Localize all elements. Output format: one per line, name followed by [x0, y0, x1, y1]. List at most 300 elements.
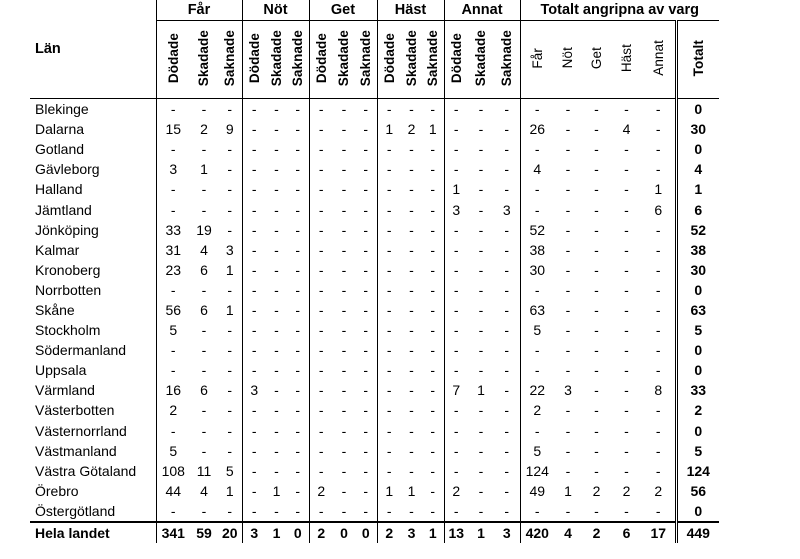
table-cell: -	[341, 342, 347, 359]
subheader-not-skadade	[266, 21, 287, 99]
table-cell: -	[624, 342, 629, 359]
table-cell: -	[363, 101, 369, 118]
table-cell: -	[309, 199, 333, 219]
table-cell: -	[242, 119, 266, 139]
table-row	[30, 240, 719, 260]
table-cell: -	[309, 461, 333, 481]
table-cell: -	[341, 382, 347, 399]
table-cell: -	[444, 400, 468, 420]
table-cell: -	[444, 119, 468, 139]
wolf-attack-table	[30, 0, 719, 543]
table-cell: 1	[377, 119, 401, 139]
table-cell: -	[341, 121, 347, 138]
table-cell: -	[430, 342, 436, 359]
table-cell: -	[156, 501, 190, 522]
table-cell: -	[655, 342, 661, 359]
footer-cell: 17	[642, 522, 676, 543]
table-cell: -	[594, 221, 599, 238]
footer-cell: 59	[190, 522, 218, 543]
table-cell: -	[309, 139, 333, 159]
subheader-annat-dodade	[444, 21, 468, 99]
table-cell: -	[409, 161, 414, 178]
row-lan-name: Gotland	[35, 141, 85, 158]
table-cell: -	[227, 502, 233, 519]
table-cell: 3	[225, 241, 234, 258]
table-cell: 4	[622, 121, 631, 138]
table-cell: -	[341, 402, 347, 419]
table-cell: -	[309, 119, 333, 139]
table-cell: -	[295, 462, 301, 479]
table-cell: -	[594, 141, 599, 158]
subheader-far-saknade	[218, 21, 242, 99]
table-cell: -	[594, 422, 599, 439]
table-cell: -	[363, 301, 369, 318]
table-cell: -	[341, 141, 347, 158]
table-cell: 1	[225, 261, 234, 278]
table-cell: 2	[592, 482, 601, 499]
table-cell: -	[478, 121, 484, 138]
table-cell: -	[624, 201, 629, 218]
table-cell: -	[520, 501, 554, 522]
table-cell: -	[624, 402, 629, 419]
table-cell: -	[409, 101, 414, 118]
subheader-far-dodade	[156, 21, 190, 99]
table-cell: -	[409, 181, 414, 198]
table-cell: -	[565, 442, 571, 459]
table-cell: -	[377, 340, 401, 360]
table-cell: -	[655, 281, 661, 298]
table-cell: -	[227, 322, 233, 339]
table-cell: -	[274, 201, 279, 218]
row-lan-name: Västernorrland	[35, 422, 127, 439]
table-cell: -	[309, 240, 333, 260]
subheader-total-2	[582, 21, 611, 99]
table-cell: -	[430, 221, 436, 238]
table-cell: -	[242, 300, 266, 320]
table-cell: 5	[156, 441, 190, 461]
table-cell: 2	[654, 482, 663, 499]
table-cell: -	[341, 362, 347, 379]
table-cell: -	[341, 442, 347, 459]
table-cell: -	[594, 261, 599, 278]
row-total: 2	[676, 400, 719, 420]
subheader-label: Saknade	[222, 29, 237, 87]
table-cell: -	[227, 101, 233, 118]
table-cell: -	[430, 181, 436, 198]
table-cell: -	[624, 101, 629, 118]
table-cell: -	[504, 121, 510, 138]
table-cell: -	[227, 402, 233, 419]
table-cell: -	[624, 462, 629, 479]
table-cell: -	[156, 99, 190, 120]
table-cell: -	[363, 181, 369, 198]
table-cell: -	[295, 181, 301, 198]
table-cell: -	[624, 502, 629, 519]
table-cell: -	[409, 301, 414, 318]
table-cell: -	[478, 462, 484, 479]
table-cell: -	[594, 241, 599, 258]
table-cell: 2	[309, 481, 333, 501]
table-cell: -	[594, 181, 599, 198]
table-cell: -	[478, 362, 484, 379]
table-cell: -	[624, 181, 629, 198]
table-cell: -	[504, 161, 510, 178]
table-cell: -	[156, 139, 190, 159]
table-cell: 9	[225, 121, 234, 138]
table-cell: -	[504, 382, 510, 399]
table-cell: -	[594, 362, 599, 379]
table-cell: -	[624, 241, 629, 258]
table-cell: 2	[520, 400, 554, 420]
table-cell: 2	[622, 482, 631, 499]
table-cell: -	[655, 322, 661, 339]
table-cell: 38	[520, 240, 554, 260]
table-cell: -	[478, 101, 484, 118]
table-cell: -	[274, 362, 279, 379]
table-cell: -	[565, 281, 571, 298]
table-row	[30, 280, 719, 300]
table-cell: -	[295, 482, 301, 499]
table-cell: -	[227, 161, 233, 178]
table-cell: -	[565, 422, 571, 439]
table-cell: -	[624, 442, 629, 459]
table-cell: -	[565, 201, 571, 218]
table-cell: -	[594, 402, 599, 419]
table-cell: 4	[200, 482, 208, 499]
row-lan-name: Uppsala	[35, 362, 87, 379]
table-cell: -	[274, 181, 279, 198]
row-lan-name: Jämtland	[35, 201, 92, 218]
table-cell: -	[341, 101, 347, 118]
table-cell: -	[274, 241, 279, 258]
table-cell: 63	[520, 300, 554, 320]
row-total: 4	[676, 159, 719, 179]
footer-cell: 1	[468, 522, 494, 543]
footer-cell: 3	[242, 522, 266, 543]
table-cell: -	[309, 320, 333, 340]
table-cell: -	[478, 322, 484, 339]
table-row	[30, 320, 719, 340]
table-cell: 3	[156, 159, 190, 179]
footer-cell: 3	[401, 522, 422, 543]
table-cell: -	[341, 301, 347, 318]
table-cell: -	[444, 320, 468, 340]
row-total: 33	[676, 380, 719, 400]
table-cell: -	[478, 281, 484, 298]
table-cell: -	[341, 422, 347, 439]
table-cell: -	[274, 402, 279, 419]
table-cell: -	[655, 442, 661, 459]
table-cell: -	[444, 159, 468, 179]
subheader-label: Får	[529, 47, 545, 69]
table-cell: -	[444, 260, 468, 280]
table-cell: -	[478, 442, 484, 459]
table-cell: -	[594, 201, 599, 218]
table-cell: -	[227, 382, 233, 399]
table-cell: -	[363, 121, 369, 138]
table-cell: -	[430, 482, 436, 499]
table-cell: -	[478, 301, 484, 318]
subheader-label: Nöt	[560, 47, 576, 69]
footer-label: Hela landet	[30, 522, 156, 543]
table-cell: -	[504, 322, 510, 339]
table-cell: 8	[654, 382, 663, 399]
table-cell: -	[520, 139, 554, 159]
table-cell: -	[242, 340, 266, 360]
row-lan-name: Kalmar	[35, 241, 80, 258]
table-cell: -	[295, 161, 301, 178]
header-group-far: Får	[156, 0, 242, 21]
table-cell: -	[363, 502, 369, 519]
table-cell: -	[242, 260, 266, 280]
table-cell: -	[274, 161, 279, 178]
footer-cell: 13	[444, 522, 468, 543]
table-cell: -	[565, 342, 571, 359]
table-cell: -	[295, 221, 301, 238]
table-cell: -	[242, 240, 266, 260]
table-cell: -	[201, 181, 207, 198]
table-cell: -	[295, 442, 301, 459]
table-cell: -	[409, 322, 414, 339]
table-cell: -	[242, 179, 266, 199]
table-cell: -	[309, 280, 333, 300]
table-cell: -	[227, 422, 233, 439]
table-cell: -	[430, 201, 436, 218]
footer-cell: 2	[377, 522, 401, 543]
table-cell: -	[594, 382, 599, 399]
subheader-label: Saknade	[290, 29, 305, 87]
row-total: 1	[676, 179, 719, 199]
table-cell: -	[565, 221, 571, 238]
table-cell: -	[295, 101, 301, 118]
table-cell: -	[520, 280, 554, 300]
table-cell: -	[565, 502, 571, 519]
table-cell: -	[504, 442, 510, 459]
table-cell: 1	[428, 121, 437, 138]
table-cell: -	[295, 502, 301, 519]
table-cell: -	[624, 422, 629, 439]
table-cell: -	[377, 300, 401, 320]
table-cell: -	[444, 340, 468, 360]
table-cell: -	[430, 442, 436, 459]
table-cell: -	[242, 139, 266, 159]
table-cell: 22	[520, 380, 554, 400]
table-cell: -	[520, 199, 554, 219]
row-total: 63	[676, 300, 719, 320]
table-row	[30, 99, 719, 120]
table-cell: -	[504, 141, 510, 158]
table-cell: -	[565, 362, 571, 379]
table-cell: -	[594, 462, 599, 479]
footer-cell: 0	[287, 522, 309, 543]
table-cell: 5	[156, 320, 190, 340]
table-cell: -	[504, 241, 510, 258]
table-cell: -	[655, 241, 661, 258]
table-cell: -	[377, 380, 401, 400]
row-total: 30	[676, 260, 719, 280]
table-cell: 2	[156, 400, 190, 420]
table-cell: -	[409, 342, 414, 359]
table-cell: -	[478, 502, 484, 519]
row-lan-name: Västra Götaland	[35, 462, 137, 479]
table-cell: -	[242, 360, 266, 380]
subheader-label: Totalt	[690, 39, 706, 77]
table-cell: 49	[520, 481, 554, 501]
table-cell: -	[363, 221, 369, 238]
table-cell: -	[377, 179, 401, 199]
subheader-hast-dodade	[377, 21, 401, 99]
table-cell: 16	[156, 380, 190, 400]
table-cell: -	[594, 342, 599, 359]
table-cell: -	[341, 261, 347, 278]
table-cell: -	[478, 261, 484, 278]
table-cell: -	[295, 301, 301, 318]
row-total: 0	[676, 280, 719, 300]
table-cell: -	[409, 422, 414, 439]
table-cell: -	[201, 101, 207, 118]
table-cell: -	[565, 462, 571, 479]
table-cell: -	[594, 161, 599, 178]
table-cell: -	[478, 181, 484, 198]
table-cell: -	[504, 301, 510, 318]
subheader-totalt	[676, 21, 719, 99]
table-cell: -	[341, 482, 347, 499]
table-cell: -	[520, 99, 554, 120]
table-cell: -	[242, 159, 266, 179]
row-total: 30	[676, 119, 719, 139]
table-cell: -	[377, 360, 401, 380]
table-cell: -	[444, 280, 468, 300]
table-cell: -	[156, 199, 190, 219]
table-cell: -	[478, 342, 484, 359]
table-cell: -	[274, 322, 279, 339]
table-cell: -	[520, 421, 554, 441]
table-cell: 1	[272, 482, 281, 499]
table-cell: -	[341, 181, 347, 198]
table-cell: 1	[654, 181, 663, 198]
row-total: 5	[676, 320, 719, 340]
table-cell: 15	[156, 119, 190, 139]
subheader-label: Saknade	[425, 29, 440, 87]
table-cell: -	[309, 340, 333, 360]
subheader-hast-skadade	[401, 21, 422, 99]
table-cell: -	[309, 159, 333, 179]
footer-cell: 6	[611, 522, 642, 543]
table-cell: -	[624, 161, 629, 178]
table-cell: -	[341, 281, 347, 298]
row-lan-name: Värmland	[35, 382, 95, 399]
table-cell: -	[227, 201, 233, 218]
table-cell: -	[409, 281, 414, 298]
table-cell: -	[341, 161, 347, 178]
table-cell: -	[504, 101, 510, 118]
table-cell: 31	[156, 240, 190, 260]
header-group-hast: Häst	[377, 0, 444, 21]
table-cell: -	[520, 340, 554, 360]
footer-cell: 0	[333, 522, 355, 543]
table-cell: -	[430, 161, 436, 178]
table-cell: -	[624, 281, 629, 298]
row-total: 0	[676, 340, 719, 360]
table-cell: -	[504, 462, 510, 479]
table-cell: -	[274, 261, 279, 278]
row-lan-name: Stockholm	[35, 322, 101, 339]
table-cell: -	[409, 362, 414, 379]
table-cell: -	[295, 121, 301, 138]
table-cell: -	[409, 402, 414, 419]
table-cell: -	[478, 482, 484, 499]
table-cell: 5	[225, 462, 234, 479]
table-cell: -	[409, 201, 414, 218]
table-cell: -	[478, 402, 484, 419]
table-cell: -	[201, 342, 207, 359]
table-cell: -	[504, 261, 510, 278]
table-row	[30, 501, 719, 522]
table-cell: -	[242, 461, 266, 481]
table-cell: -	[309, 400, 333, 420]
row-total: 0	[676, 421, 719, 441]
table-cell: 5	[520, 320, 554, 340]
table-cell: -	[201, 201, 207, 218]
table-cell: -	[444, 300, 468, 320]
table-cell: -	[565, 141, 571, 158]
subheader-label: Skadade	[336, 29, 352, 87]
table-cell: -	[363, 462, 369, 479]
table-cell: -	[309, 421, 333, 441]
table-cell: -	[624, 141, 629, 158]
table-cell: -	[594, 322, 599, 339]
table-cell: -	[242, 481, 266, 501]
table-cell: -	[594, 442, 599, 459]
table-cell: -	[274, 121, 279, 138]
table-cell: -	[242, 320, 266, 340]
table-cell: -	[201, 322, 207, 339]
subheader-label: Dödade	[381, 32, 397, 84]
table-cell: -	[274, 141, 279, 158]
row-lan-name: Skåne	[35, 301, 75, 318]
table-cell: -	[363, 281, 369, 298]
footer-total: 449	[676, 522, 719, 543]
table-cell: -	[363, 261, 369, 278]
table-cell: -	[156, 179, 190, 199]
table-cell: 6	[654, 201, 663, 218]
table-cell: -	[430, 322, 436, 339]
footer-cell: 1	[422, 522, 444, 543]
table-cell: -	[444, 99, 468, 120]
table-cell: 2	[200, 121, 208, 138]
table-cell: 3	[502, 201, 511, 218]
table-cell: -	[341, 221, 347, 238]
subheader-label: Saknade	[499, 29, 514, 87]
table-cell: -	[430, 362, 436, 379]
table-cell: -	[295, 322, 301, 339]
table-cell: -	[274, 221, 279, 238]
table-cell: -	[565, 322, 571, 339]
table-cell: -	[444, 441, 468, 461]
table-cell: -	[655, 502, 661, 519]
table-cell: -	[655, 161, 661, 178]
table-cell: 1	[564, 482, 572, 499]
row-lan-name: Västmanland	[35, 442, 117, 459]
table-cell: 6	[200, 301, 208, 318]
footer-cell: 4	[554, 522, 582, 543]
subheader-annat-saknade	[494, 21, 520, 99]
table-cell: -	[363, 482, 369, 499]
subheader-total-0	[520, 21, 554, 99]
table-cell: -	[624, 261, 629, 278]
table-cell: -	[309, 501, 333, 522]
table-cell: -	[274, 101, 279, 118]
